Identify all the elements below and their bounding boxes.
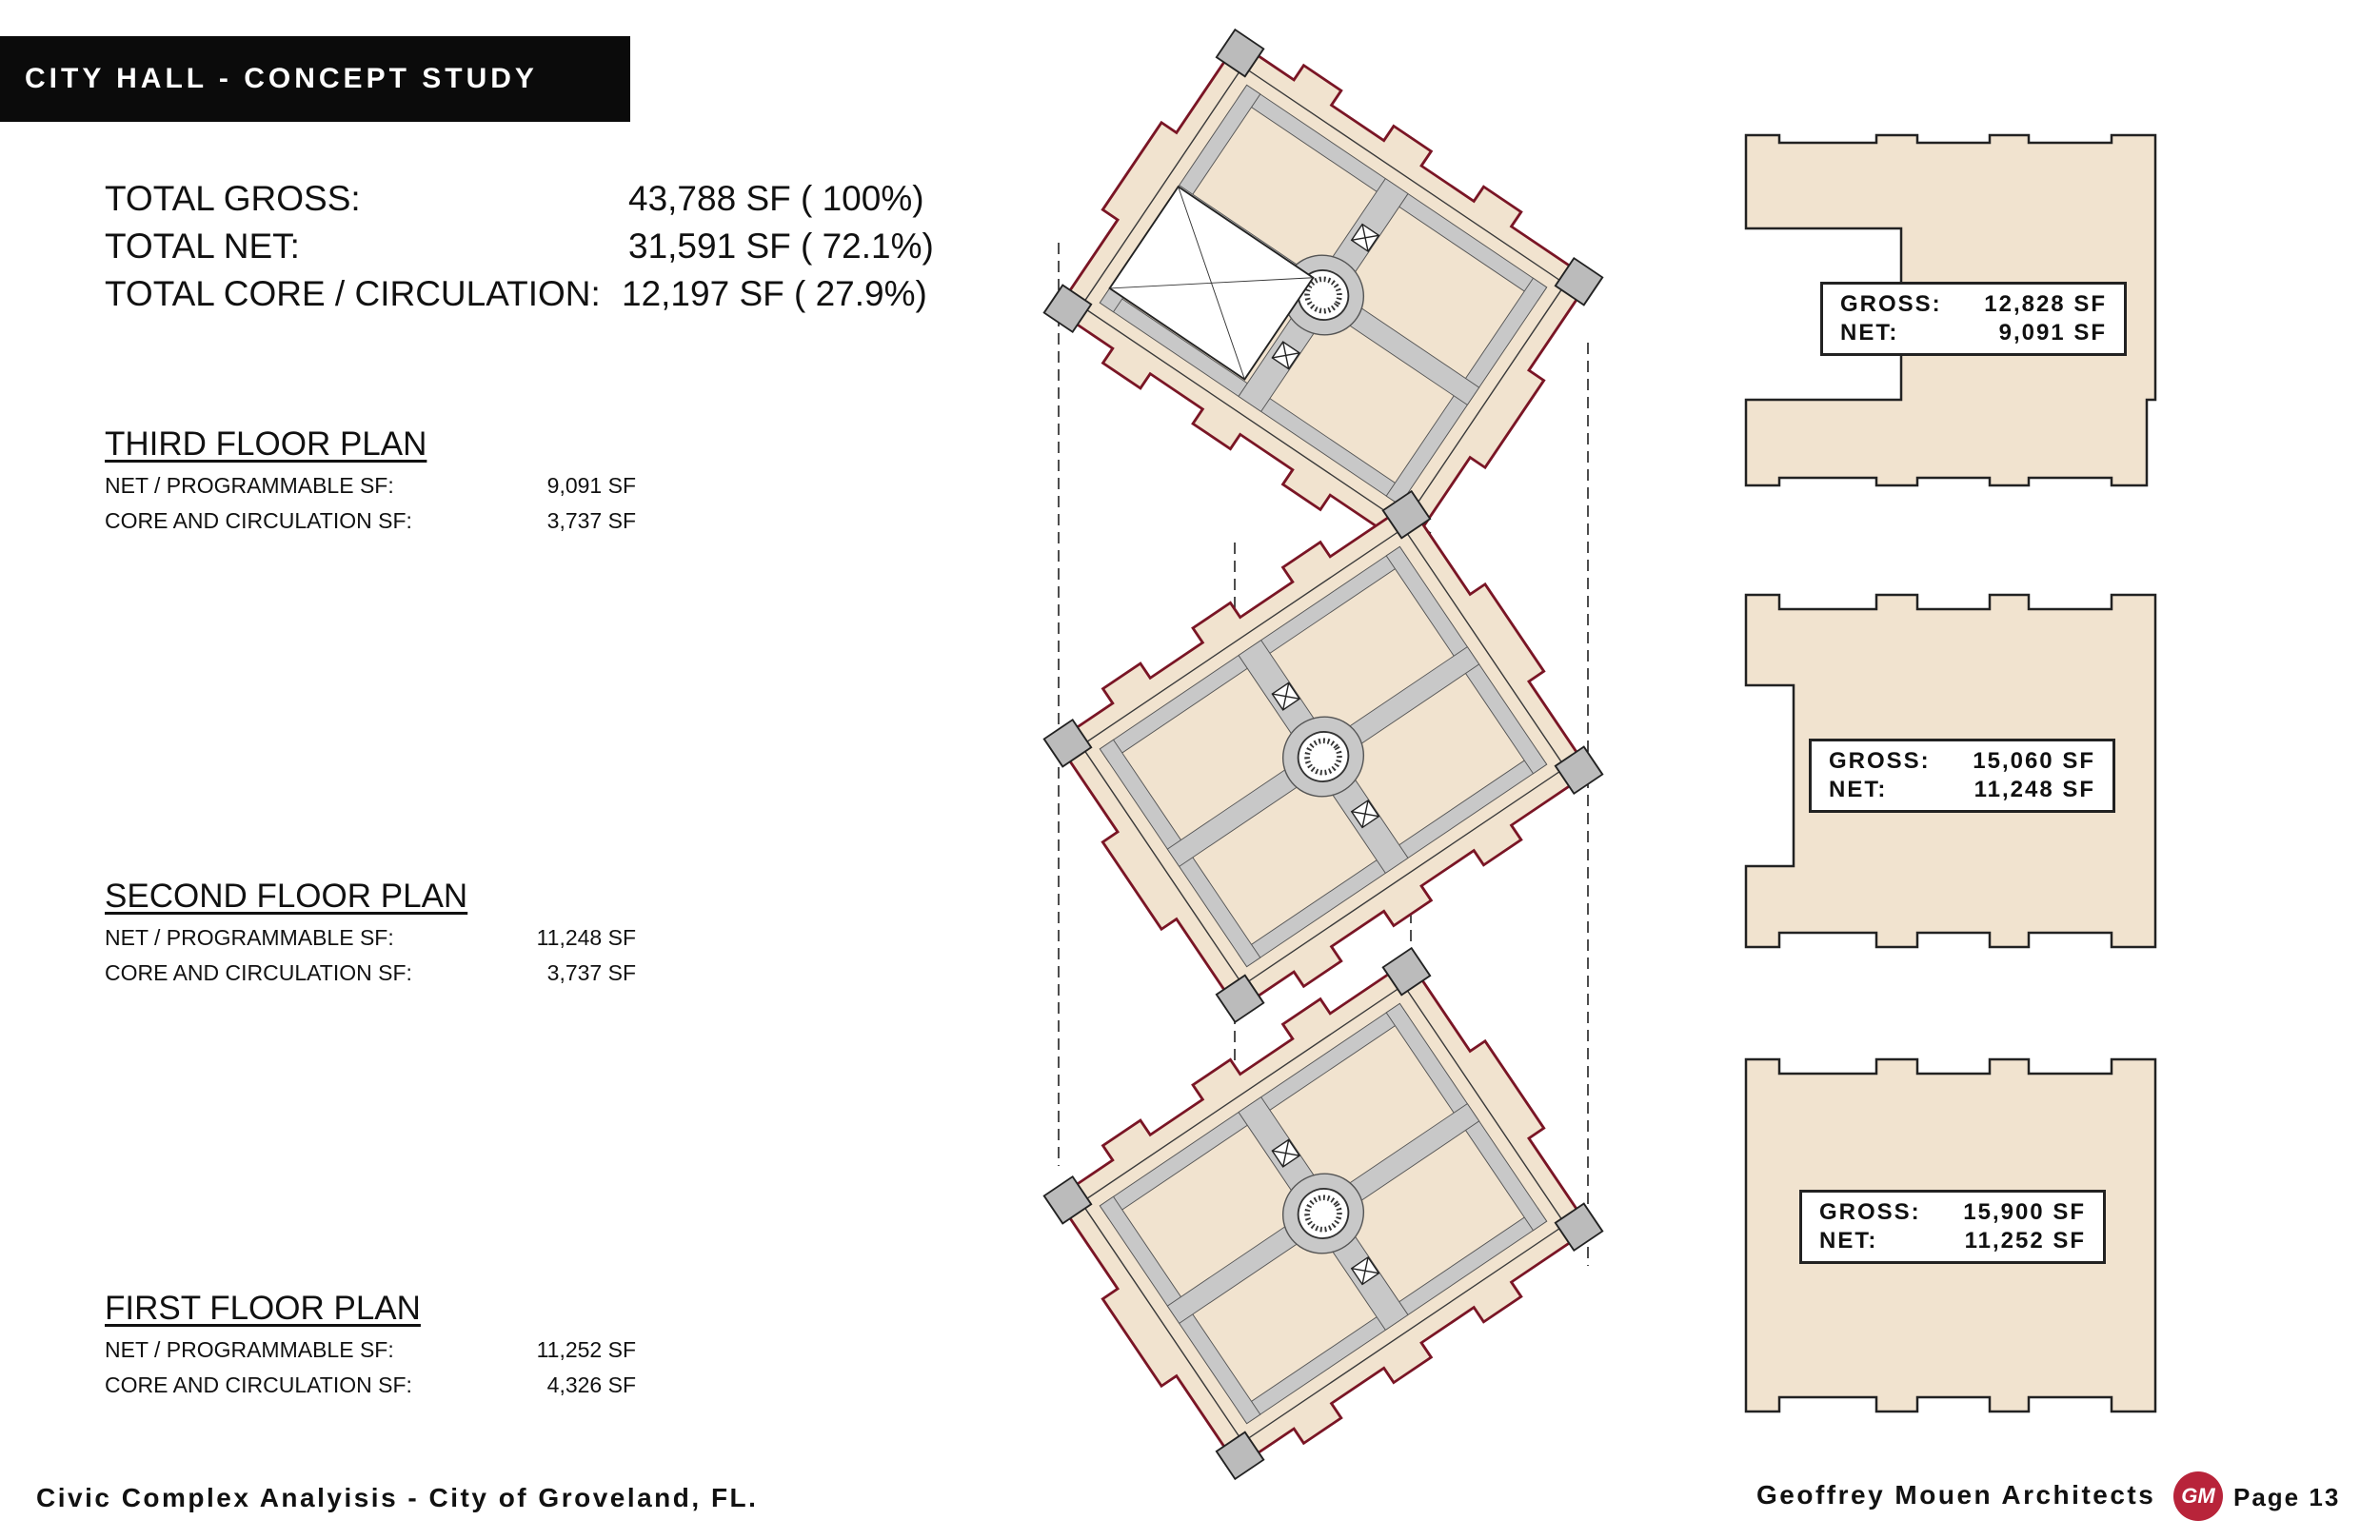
net-label: NET / PROGRAMMABLE SF:	[105, 925, 394, 950]
gross-value: 15,900 SF	[1963, 1199, 2086, 1225]
net-label: NET / PROGRAMMABLE SF:	[105, 473, 394, 498]
firm-logo-icon: GM	[2173, 1471, 2223, 1521]
totals-value: 31,591 SF ( 72.1%)	[628, 227, 934, 266]
gross-label: GROSS:	[1819, 1199, 1921, 1225]
core-value: 3,737 SF	[546, 508, 636, 533]
third-floor-area-box	[1820, 282, 2127, 356]
net-label: NET / PROGRAMMABLE SF:	[105, 1337, 394, 1362]
net-label: NET:	[1840, 320, 1899, 346]
footer-firm-name: Geoffrey Mouen Architects	[1756, 1480, 2156, 1510]
gross-value: 15,060 SF	[1973, 748, 2095, 774]
core-label: CORE AND CIRCULATION SF:	[105, 960, 412, 985]
page-number: Page 13	[2233, 1483, 2341, 1511]
second-floor-area-box	[1809, 739, 2115, 813]
page-title: CITY HALL - CONCEPT STUDY	[0, 36, 630, 122]
net-value: 9,091 SF	[1998, 320, 2107, 346]
floor-title: SECOND FLOOR PLAN	[105, 878, 468, 915]
core-label: CORE AND CIRCULATION SF:	[105, 1372, 412, 1397]
floor-title: THIRD FLOOR PLAN	[105, 425, 427, 463]
net-label: NET:	[1829, 777, 1888, 802]
totals-value: 12,197 SF ( 27.9%)	[622, 274, 927, 313]
net-value: 11,252 SF	[1964, 1228, 2086, 1254]
core-value: 4,326 SF	[546, 1372, 636, 1397]
second-floor-plan	[1032, 479, 1616, 1035]
core-label: CORE AND CIRCULATION SF:	[105, 508, 412, 533]
gross-value: 12,828 SF	[1984, 291, 2107, 317]
net-value: 11,252 SF	[536, 1337, 636, 1362]
totals-label: TOTAL CORE / CIRCULATION:	[105, 274, 601, 313]
core-value: 3,737 SF	[546, 960, 636, 985]
totals-label: TOTAL NET:	[105, 227, 300, 266]
first-floor-area-box	[1799, 1190, 2106, 1264]
net-value: 11,248 SF	[1973, 777, 2095, 802]
totals-label: TOTAL GROSS:	[105, 179, 361, 218]
first-floor-plan	[1032, 936, 1616, 1491]
net-value: 11,248 SF	[536, 925, 636, 950]
gross-label: GROSS:	[1829, 748, 1931, 774]
third-floor-plan	[1032, 17, 1616, 573]
gross-label: GROSS:	[1840, 291, 1942, 317]
footer-project-title: Civic Complex Analyisis - City of Groveland, FL.	[36, 1483, 759, 1512]
net-value: 9,091 SF	[546, 473, 636, 498]
totals-value: 43,788 SF ( 100%)	[628, 179, 924, 218]
net-label: NET:	[1819, 1228, 1878, 1254]
floor-title: FIRST FLOOR PLAN	[105, 1290, 421, 1327]
